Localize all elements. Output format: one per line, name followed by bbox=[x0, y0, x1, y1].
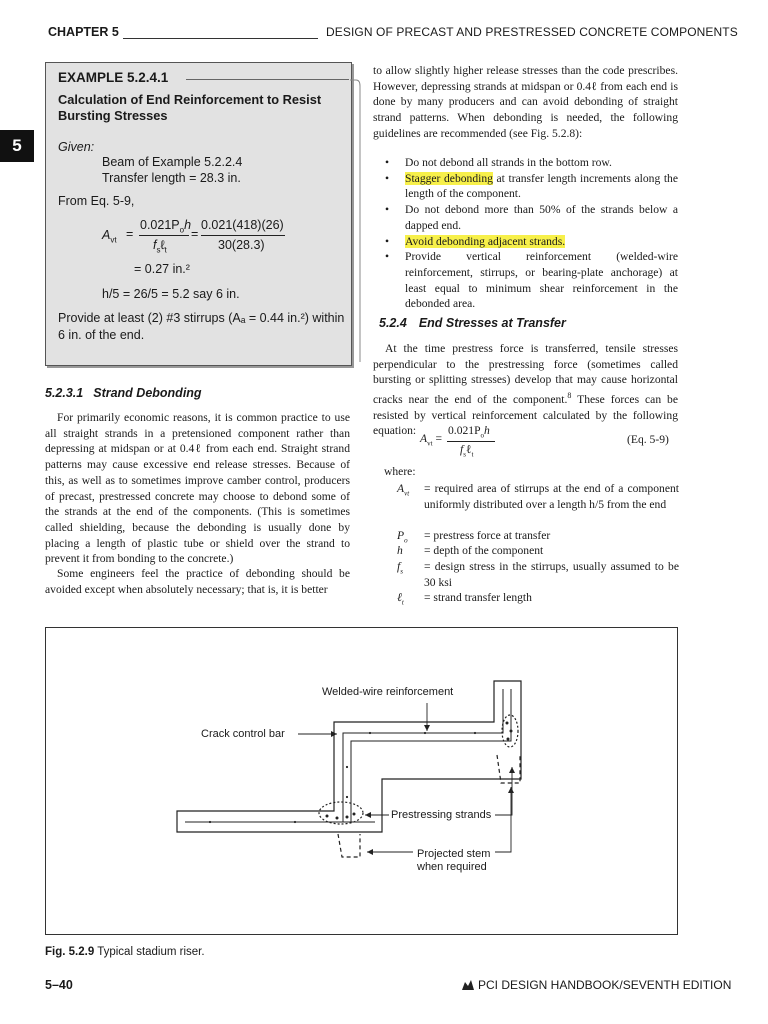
label-when-required: when required bbox=[417, 861, 487, 873]
paragraph: to allow slightly higher release stresses than the code prescribes. However, depressing strands at midspan or 0.4ℓ from each end is done by many producers and can avoid debonding of straight strand patterns. When debonding is needed, the following guidelines are recommended (see Fig. 5.2.8): bbox=[373, 64, 678, 140]
definition-item: $P_o$ = prestress force at transfer bbox=[397, 529, 551, 545]
equation-result: = 0.27 in.² bbox=[134, 262, 190, 276]
paragraph: Some engineers feel the practice of debonding should be avoided except when absolutely necessary; that is, it is better bbox=[45, 567, 350, 596]
reinforcement-dot bbox=[294, 821, 296, 823]
reinforcement-dot bbox=[346, 766, 348, 768]
leader-line bbox=[495, 787, 511, 852]
section-heading-strand-debonding: 5.2.3.1 Strand Debonding bbox=[45, 386, 202, 400]
guideline-list bbox=[385, 155, 678, 312]
fraction-bar bbox=[139, 235, 189, 236]
arrowhead bbox=[509, 767, 515, 773]
example-connector bbox=[350, 62, 362, 362]
label-projected-stem: Projected stem bbox=[417, 848, 491, 860]
reinforcement-line bbox=[343, 689, 503, 822]
reinforcement-dot bbox=[346, 796, 348, 798]
highlighted-text: Stagger debonding bbox=[405, 171, 493, 185]
list-item: • Do not debond more than 50% of the strands below a dapped end. bbox=[385, 202, 678, 233]
equation-numerator-values: 0.021(418)(26) bbox=[201, 218, 284, 232]
definition-item: $f_s$ = design stress in the stirrups, usually assumed to be 30 ksi bbox=[397, 560, 679, 589]
equation-denominator: $f_s\ell_t$ bbox=[153, 238, 167, 255]
example-title: Calculation of End Reinforcement to Resist Bursting Stresses bbox=[58, 92, 322, 123]
list-item bbox=[385, 234, 678, 250]
reinforcement-dot bbox=[474, 732, 476, 734]
fraction-bar bbox=[201, 235, 285, 236]
chapter-tab: 5 bbox=[0, 130, 34, 162]
reinforcement-dot bbox=[424, 732, 426, 734]
stadium-riser-diagram bbox=[45, 627, 678, 935]
strand-dot bbox=[506, 722, 509, 725]
equation-equals: = bbox=[191, 227, 199, 241]
from-equation-text: From Eq. 5-9, bbox=[58, 194, 135, 208]
equation-lhs: $A_{vt}$ bbox=[102, 228, 117, 245]
header-title: DESIGN OF PRECAST AND PRESTRESSED CONCRETE COMPONENTS bbox=[326, 25, 738, 39]
where-label: where: bbox=[384, 465, 416, 478]
given-label: Given: bbox=[58, 140, 95, 154]
definition-item: $A_{vt}$ = required area of stirrups at the end of a component uniformly distributed over a length h/5 from the end bbox=[397, 482, 679, 511]
given-item: Beam of Example 5.2.2.4 bbox=[102, 155, 243, 169]
figure-caption: Fig. 5.2.9 Typical stadium riser. bbox=[45, 946, 205, 958]
strand-dot bbox=[336, 817, 339, 820]
strand-dot bbox=[353, 813, 356, 816]
reinforcement-dot bbox=[369, 732, 371, 734]
list-item: • Do not debond all strands in the bottom row. bbox=[385, 155, 678, 171]
strand-dot bbox=[510, 730, 513, 733]
arrowhead bbox=[424, 725, 430, 731]
paragraph: At the time prestress force is transferred, tensile stresses perpendicular to the prestressing force (sometimes called bursting or splitting stresses) develop that may cause horizontal cracks near the end of the component.$^8$ These forces can be resisted by vertical reinforcement calculated by the following equation: bbox=[373, 342, 679, 438]
arrowhead bbox=[367, 849, 373, 855]
strand-dot bbox=[326, 815, 329, 818]
label-prestressing-strands: Prestressing strands bbox=[391, 809, 492, 821]
paragraph: For primarily economic reasons, it is common practice to use all straight strands in a pretensioned component rather than depressing at midspan or at 0.4ℓ from each end. Straight strand patterns may cause excessive end release stresses. Because of this, as well as to sometimes improve camber control, producers of precast, prestressed concrete may choose to debond some of the strands at the end of the components. (This is sometimes called shielding, because the debonding is usually done by placing a length of plastic tube or shield over the strand to prevent it from bonding to the concrete.) bbox=[45, 411, 350, 566]
arrowhead bbox=[508, 787, 514, 793]
pci-logo-icon bbox=[462, 980, 474, 990]
highlighted-text: Avoid debonding adjacent strands. bbox=[405, 234, 566, 248]
h5-calculation: h/5 = 26/5 = 5.2 say 6 in. bbox=[102, 287, 240, 301]
chapter-label: CHAPTER 5 bbox=[48, 25, 119, 39]
list-item: • Provide vertical reinforcement (welded-wire reinforcement, stirrups, or bearing-plate anchorage) at least equal to minimum shear reinforcement in the debonded area. bbox=[385, 249, 678, 312]
section-heading-end-stresses: 5.2.4 End Stresses at Transfer bbox=[379, 316, 566, 330]
definition-item: h = depth of the component bbox=[397, 544, 544, 557]
strand-dot bbox=[507, 738, 510, 741]
equation-label: (Eq. 5-9) bbox=[627, 433, 669, 446]
strand-group-ellipse bbox=[319, 802, 363, 824]
equation-denominator-values: 30(28.3) bbox=[218, 238, 265, 252]
label-crack-control-bar: Crack control bar bbox=[201, 728, 285, 740]
label-welded-wire: Welded-wire reinforcement bbox=[322, 686, 454, 698]
provide-statement: Provide at least (2) #3 stirrups (Aₐ = 0.44 in.²) within 6 in. of the end. bbox=[58, 311, 345, 342]
example-title-rule bbox=[186, 79, 349, 80]
footer-title: PCI DESIGN HANDBOOK/SEVENTH EDITION bbox=[462, 978, 731, 992]
page-number: 5–40 bbox=[45, 978, 73, 992]
header-rule bbox=[123, 38, 318, 39]
projected-stem-dashed bbox=[338, 834, 360, 857]
example-number: EXAMPLE 5.2.4.1 bbox=[58, 70, 169, 85]
reinforcement-line bbox=[351, 689, 511, 822]
reinforcement-dot bbox=[209, 821, 211, 823]
arrowhead bbox=[365, 812, 371, 818]
strand-dot bbox=[346, 816, 349, 819]
list-item: • Stagger debonding at transfer length increments along the length of the component. bbox=[385, 171, 678, 202]
given-item: Transfer length = 28.3 in. bbox=[102, 171, 241, 185]
definition-item: ℓ$_t$ = strand transfer length bbox=[397, 591, 532, 607]
equation-numerator: $0.021P_oh$ bbox=[140, 218, 192, 235]
equation-equals: = bbox=[126, 227, 134, 241]
